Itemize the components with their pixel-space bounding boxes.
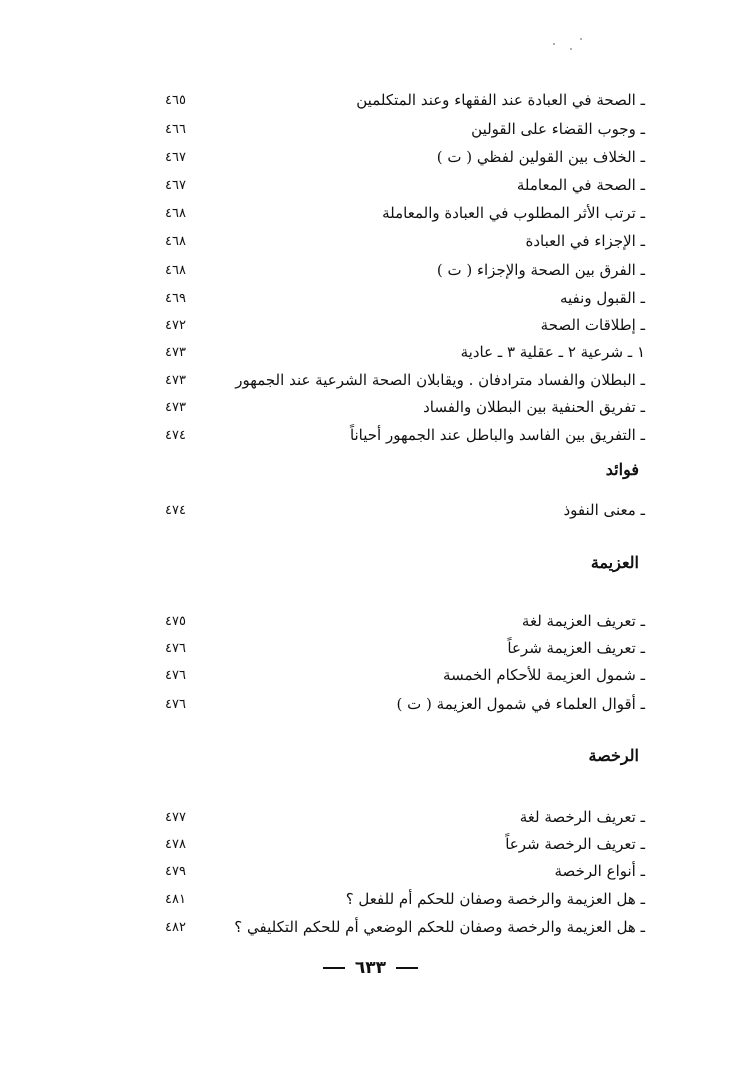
entry-page-number: ٤٧٦ bbox=[165, 696, 186, 712]
entry-text: ـ الخلاف بين القولين لفظي ( ت ) bbox=[436, 148, 645, 166]
index-entry bbox=[165, 89, 645, 111]
page-number: ٦٣٣ bbox=[354, 958, 387, 978]
entry-page-number: ٤٦٨ bbox=[165, 233, 186, 249]
index-entry bbox=[165, 860, 645, 882]
entry-page-number: ٤٧٤ bbox=[165, 502, 186, 518]
index-entry bbox=[165, 287, 645, 309]
page-number-footer bbox=[0, 958, 741, 978]
entry-page-number: ٤٧٣ bbox=[165, 344, 186, 360]
entry-page-number: ٤٧٣ bbox=[165, 372, 186, 388]
section-heading: فوائد bbox=[605, 460, 639, 479]
index-entry bbox=[165, 202, 645, 224]
index-entry bbox=[165, 118, 645, 140]
entry-page-number: ٤٦٥ bbox=[165, 92, 186, 108]
entry-text: ـ القبول ونفيه bbox=[559, 289, 645, 307]
index-entry bbox=[165, 369, 645, 391]
entry-text: ـ الصحة في العبادة عند الفقهاء وعند المتكلمين bbox=[356, 91, 645, 109]
index-entry bbox=[165, 341, 645, 363]
entry-text: ـ أقوال العلماء في شمول العزيمة ( ت ) bbox=[396, 695, 645, 713]
entry-page-number: ٤٧٥ bbox=[165, 613, 186, 629]
entry-text: ـ هل العزيمة والرخصة وصفان للحكم الوضعي أم للحكم التكليفي ؟ bbox=[234, 918, 645, 936]
index-entry bbox=[165, 888, 645, 910]
entry-page-number: ٤٧٩ bbox=[165, 863, 186, 879]
scan-speck bbox=[580, 38, 582, 40]
entry-text: ـ تعريف العزيمة شرعاً bbox=[507, 639, 645, 657]
entry-text: ـ الصحة في المعاملة bbox=[516, 176, 645, 194]
index-entry bbox=[165, 424, 645, 446]
entry-text: ـ الإجزاء في العبادة bbox=[525, 232, 645, 250]
entry-page-number: ٤٦٦ bbox=[165, 121, 186, 137]
entry-page-number: ٤٦٨ bbox=[165, 205, 186, 221]
entry-text: ـ وجوب القضاء على القولين bbox=[471, 120, 645, 138]
entry-page-number: ٤٦٩ bbox=[165, 290, 186, 306]
entry-text: ـ شمول العزيمة للأحكام الخمسة bbox=[443, 666, 645, 684]
entry-text: ـ التفريق بين الفاسد والباطل عند الجمهور أحياناً bbox=[349, 426, 645, 444]
entry-text: ـ ترتب الأثر المطلوب في العبادة والمعاملة bbox=[382, 204, 645, 222]
entry-page-number: ٤٧٦ bbox=[165, 640, 186, 656]
entry-page-number: ٤٧٤ bbox=[165, 427, 186, 443]
entry-text: ـ تعريف العزيمة لغة bbox=[521, 612, 645, 630]
index-entry bbox=[165, 833, 645, 855]
entry-text: ـ تعريف الرخصة شرعاً bbox=[505, 835, 645, 853]
entry-page-number: ٤٧٨ bbox=[165, 836, 186, 852]
entry-text: ـ البطلان والفساد مترادفان . ويقابلان الصحة الشرعية عند الجمهور bbox=[235, 371, 645, 389]
index-entry bbox=[165, 664, 645, 686]
entry-page-number: ٤٦٧ bbox=[165, 177, 186, 193]
entry-text: ـ أنواع الرخصة bbox=[554, 862, 645, 880]
index-entry bbox=[165, 499, 645, 521]
entry-page-number: ٤٦٧ bbox=[165, 149, 186, 165]
entry-text: ـ هل العزيمة والرخصة وصفان للحكم أم للفعل ؟ bbox=[345, 890, 645, 908]
section-heading: العزيمة bbox=[590, 553, 639, 572]
index-entry bbox=[165, 916, 645, 938]
entry-page-number: ٤٧٧ bbox=[165, 809, 186, 825]
entry-page-number: ٤٨١ bbox=[165, 891, 186, 907]
index-entry bbox=[165, 396, 645, 418]
index-entry bbox=[165, 259, 645, 281]
index-entry bbox=[165, 174, 645, 196]
entry-page-number: ٤٦٨ bbox=[165, 262, 186, 278]
scan-speck bbox=[553, 43, 555, 45]
entry-text: ـ معنى النفوذ bbox=[563, 501, 645, 519]
index-entry bbox=[165, 610, 645, 632]
scan-speck bbox=[570, 48, 572, 50]
entry-text: ـ إطلاقات الصحة bbox=[540, 316, 645, 334]
index-entry bbox=[165, 230, 645, 252]
entry-text: ـ تعريف الرخصة لغة bbox=[519, 808, 645, 826]
index-entry bbox=[165, 693, 645, 715]
index-entry bbox=[165, 146, 645, 168]
entry-page-number: ٤٨٢ bbox=[165, 919, 186, 935]
section-heading: الرخصة bbox=[588, 746, 639, 765]
entry-page-number: ٤٧٣ bbox=[165, 399, 186, 415]
dash-decoration bbox=[396, 967, 418, 969]
dash-decoration bbox=[323, 967, 345, 969]
index-entry bbox=[165, 806, 645, 828]
index-entry bbox=[165, 314, 645, 336]
entry-text: ـ تفريق الحنفية بين البطلان والفساد bbox=[423, 398, 645, 416]
index-entry bbox=[165, 637, 645, 659]
entry-page-number: ٤٧٢ bbox=[165, 317, 186, 333]
entry-text: ـ الفرق بين الصحة والإجزاء ( ت ) bbox=[436, 261, 645, 279]
entry-page-number: ٤٧٦ bbox=[165, 667, 186, 683]
entry-text: ١ ـ شرعية ٢ ـ عقلية ٣ ـ عادية bbox=[460, 343, 645, 361]
